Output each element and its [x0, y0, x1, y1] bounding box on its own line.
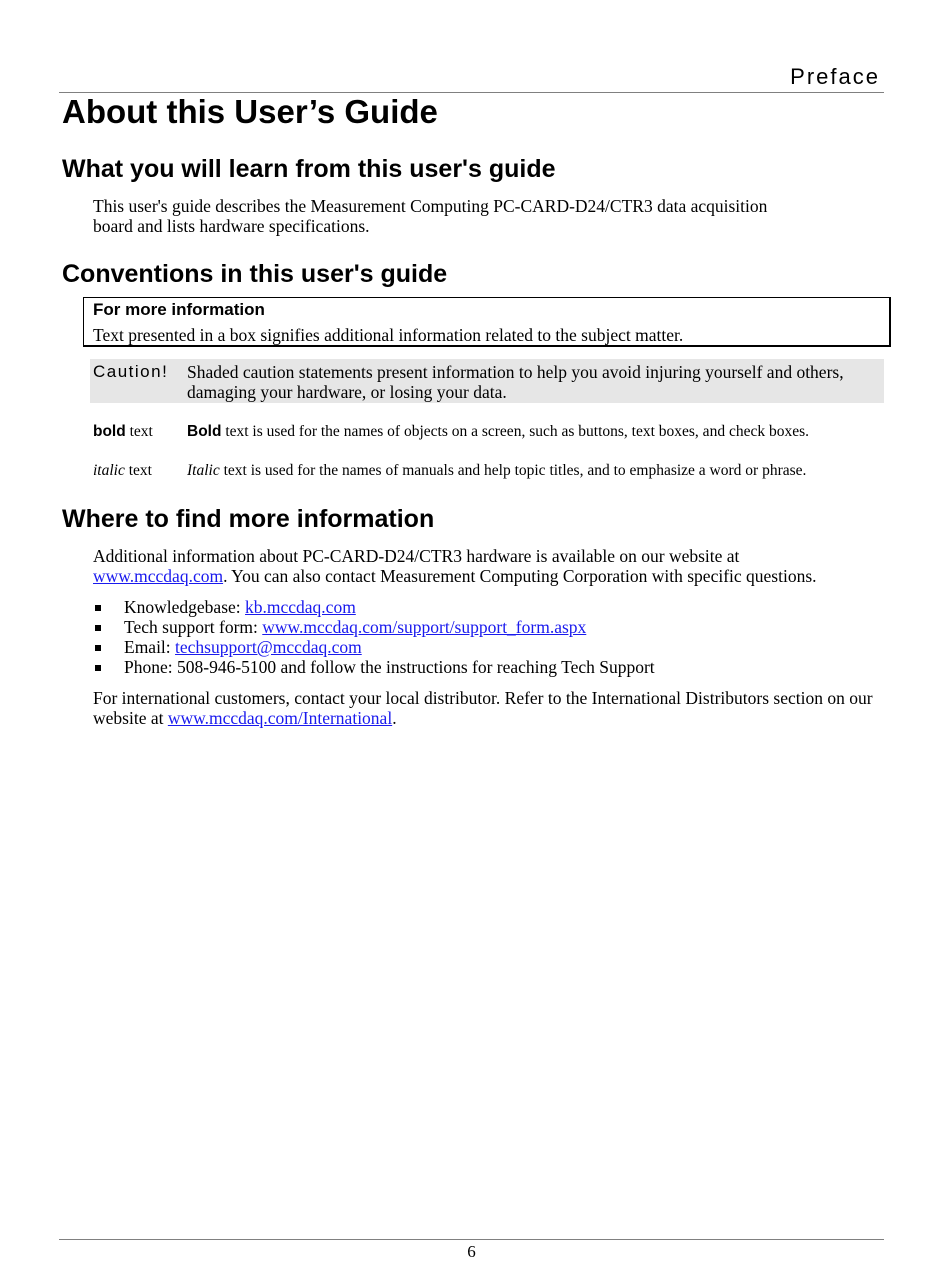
more-info-line-1: Additional information about PC-CARD-D24/CTR3 hardware is available on our website at: [93, 546, 740, 566]
section-heading-learn: What you will learn from this user's guide: [62, 155, 556, 183]
intl-line-1: For international customers, contact your local distributor. Refer to the International Distributors section on our: [93, 688, 873, 708]
learn-paragraph: [93, 196, 767, 236]
bullet-marker: [95, 605, 101, 611]
caution-line-1: Shaded caution statements present information to help you avoid injuring yourself and others,: [187, 362, 844, 382]
convention-term-italic: [93, 462, 152, 480]
list-item-label: Tech support form:: [124, 617, 263, 637]
caution-label: Caution!: [93, 362, 169, 381]
section-heading-conventions: Conventions in this user's guide: [62, 260, 448, 288]
caution-line-2: damaging your hardware, or losing your data.: [187, 382, 507, 402]
italic-desc-rest: text is used for the names of manuals and help topic titles, and to emphasize a word or phrase.: [219, 462, 807, 479]
list-item: [93, 597, 655, 617]
international-paragraph: [93, 688, 873, 728]
list-item-label: Knowledgebase:: [124, 597, 246, 617]
bold-desc-rest: text is used for the names of objects on a screen, such as buttons, text boxes, and check boxes.: [221, 423, 809, 440]
learn-line-2: board and lists hardware specifications.: [93, 216, 370, 236]
contact-list: [93, 597, 655, 677]
intl-prefix: website at: [93, 708, 168, 728]
bullet-marker: [95, 625, 101, 631]
info-box-title: For more information: [93, 300, 265, 319]
support-form-link[interactable]: www.mccdaq.com/support/support_form.aspx: [262, 617, 587, 637]
info-box: [83, 297, 891, 347]
more-info-line-2: . You can also contact Measurement Computing Corporation with specific questions.: [223, 566, 817, 586]
italic-term-rest: text: [124, 462, 152, 479]
bullet-marker: [95, 645, 101, 651]
list-item-label: Email:: [124, 637, 176, 657]
list-item: [93, 637, 655, 657]
more-info-intro: [93, 546, 817, 586]
international-link[interactable]: www.mccdaq.com/International: [167, 708, 393, 728]
footer-rule: [59, 1239, 884, 1240]
list-item: [93, 657, 655, 677]
caution-text: [187, 362, 877, 402]
list-item-label: Phone: 508-946-5100 and follow the instructions for reaching Tech Support: [124, 657, 655, 677]
convention-desc-italic: [187, 462, 806, 480]
page-header-label: Preface: [790, 64, 880, 89]
convention-desc-bold: [187, 423, 809, 441]
bold-term-rest: text: [125, 423, 153, 440]
caution-box: [90, 359, 884, 403]
info-box-text: Text presented in a box signifies additional information related to the subject matter.: [93, 325, 684, 345]
bold-term-strong: bold: [93, 423, 126, 440]
section-heading-more-info: Where to find more information: [62, 505, 435, 533]
italic-term-em: italic: [93, 462, 125, 479]
intl-suffix: .: [392, 708, 397, 728]
convention-term-bold: [93, 423, 153, 441]
list-item: [93, 617, 655, 637]
bold-desc-strong: Bold: [187, 423, 222, 440]
email-link[interactable]: techsupport@mccdaq.com: [175, 637, 362, 657]
website-link[interactable]: www.mccdaq.com: [93, 566, 224, 586]
bullet-marker: [95, 665, 101, 671]
page-number: 6: [467, 1242, 476, 1261]
italic-desc-em: Italic: [187, 462, 220, 479]
page-title: About this User’s Guide: [62, 93, 438, 130]
learn-line-1: This user's guide describes the Measurement Computing PC-CARD-D24/CTR3 data acquisition: [93, 196, 768, 216]
knowledgebase-link[interactable]: kb.mccdaq.com: [245, 597, 356, 617]
